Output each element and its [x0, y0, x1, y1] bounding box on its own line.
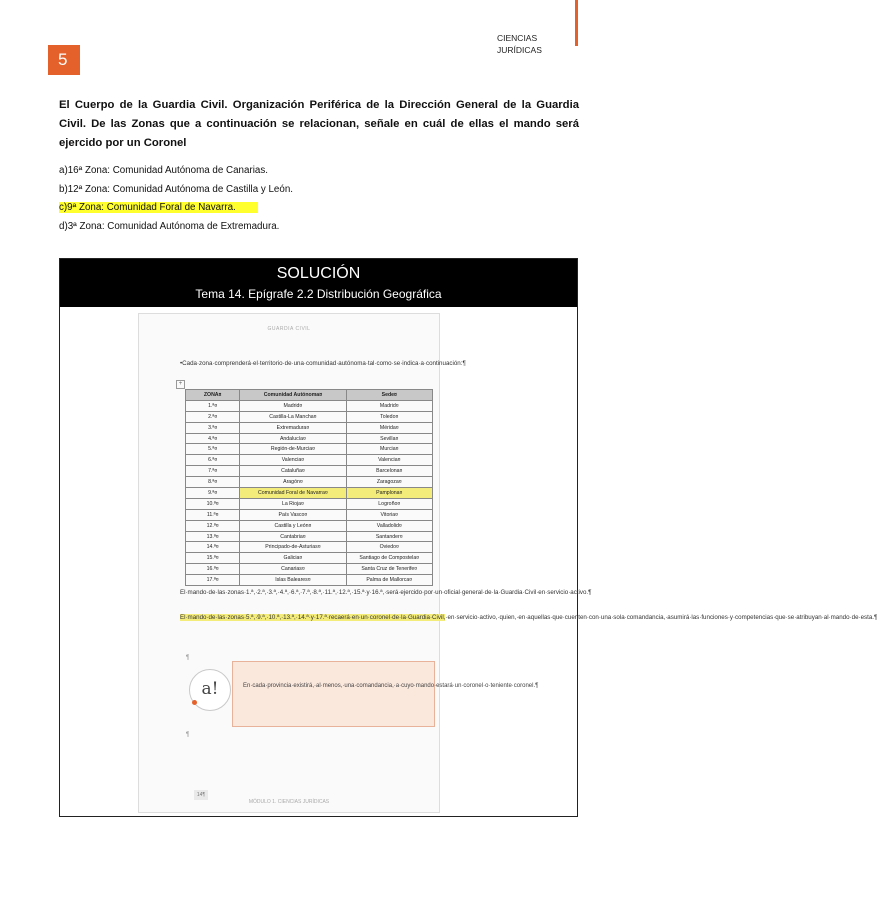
- table-row-highlighted: 9.ª¤ Comunidad Foral de Navarra¤ Pamplona¤: [186, 488, 433, 499]
- answer-c-correct: c)9ª Zona: Comunidad Foral de Navarra.: [59, 199, 293, 218]
- page-number-tab: 5: [48, 45, 80, 75]
- document-screenshot: [138, 313, 877, 813]
- header-accent-bar: [575, 0, 578, 46]
- doc-page-number: 14¶: [194, 790, 208, 800]
- header-category: [497, 32, 542, 56]
- answer-a: a)16ª Zona: Comunidad Autónoma de Canarias.: [59, 165, 268, 176]
- badge-dot: [192, 700, 197, 705]
- table-row: 4.ª¤ Andalucía¤ Sevilla¤: [186, 433, 433, 444]
- answer-list: [59, 162, 293, 236]
- solution-title: SOLUCIÓN: [276, 265, 361, 282]
- table-move-handle-icon: +: [176, 380, 185, 389]
- zones-table: [185, 389, 433, 586]
- table-row: 7.ª¤ Cataluña¤ Barcelona¤: [186, 466, 433, 477]
- table-row: 15.ª¤ Galicia¤ Santiago de Compostela¤: [186, 553, 433, 564]
- table-row: 1.ª¤ Madrid¤ Madrid¤: [186, 400, 433, 411]
- table-row: 6.ª¤ Valencia¤ Valencia¤: [186, 455, 433, 466]
- table-row: 3.ª¤ Extremadura¤ Mérida¤: [186, 422, 433, 433]
- doc-paragraph-coronel: [180, 614, 877, 623]
- category-line-1: CIENCIAS: [497, 33, 538, 43]
- pilcrow-mark: ¶: [186, 732, 190, 738]
- answer-b: b)12ª Zona: Comunidad Autónoma de Castilla y León.: [59, 183, 293, 195]
- doc-paragraph-highlight: El·mando·de·las·zonas·5.ª,·9.ª,·10.ª,·13.ª,·14.ª·y·17.ª·recaerá·en·un·coronel·de·la·Guardia·Civil,: [180, 614, 446, 621]
- table-row: 2.ª¤ Castilla-La Mancha¤ Toledo¤: [186, 411, 433, 422]
- doc-header: GUARDIA CIVIL: [267, 326, 311, 332]
- table-row: 11.ª¤ País Vasco¤ Vitoria¤: [186, 509, 433, 520]
- note-box: [232, 661, 539, 727]
- table-row: 8.ª¤ Aragón¤ Zaragoza¤: [186, 477, 433, 488]
- table-row: 12.ª¤ Castilla y León¤ Valladolid¤: [186, 520, 433, 531]
- note-text: En·cada·provincia·existirá,·al·menos,·una·comandancia,·a·cuyo·mando·estará·un·coronel·o·teniente·coronel.¶: [243, 683, 539, 689]
- table-row: 16.ª¤ Canarias¤ Santa Cruz de Tenerife¤: [186, 564, 433, 575]
- table-row: 14.ª¤ Principado-de-Asturias¤ Oviedo¤: [186, 542, 433, 553]
- table-row: 13.ª¤ Cantabria¤ Santander¤: [186, 531, 433, 542]
- table-row: 10.ª¤ La Rioja¤ Logroño¤: [186, 498, 433, 509]
- solution-header: [60, 259, 577, 307]
- doc-footer: MÓDULO 1. CIENCIAS JURÍDICAS: [248, 799, 330, 805]
- table-row: 5.ª¤ Región-de-Murcia¤ Murcia¤: [186, 444, 433, 455]
- doc-intro: •Cada·zona·comprenderá·el·territorio·de·una·comunidad·autónoma·tal·como·se·indica·a·continuación:¶: [180, 360, 466, 367]
- answer-d: d)3ª Zona: Comunidad Autónoma de Extremadura.: [59, 220, 280, 232]
- note-alert-icon: a!: [189, 669, 231, 711]
- zones-table-header: ZONA¤ Comunidad Autónoma¤ Sede¤: [186, 390, 433, 401]
- table-row: 17.ª¤ Islas Baleares¤ Palma de Mallorca¤: [186, 575, 433, 586]
- solution-subtitle: Tema 14. Epígrafe 2.2 Distribución Geográfica: [195, 287, 442, 301]
- doc-paragraph-rest: ·en·servicio·activo,·quien,·en·aquellas·que·cuenten·con·una·sola·comandancia,·asumirá·las·funciones·y·competencias·que·se·atribuyan·al·mando·de·esta.¶: [445, 614, 877, 621]
- question-text: El Cuerpo de la Guardia Civil. Organización Periférica de la Dirección General de la Guardia Civil. De las Zonas que a continuación se relacionan, señale en cuál de ellas el mando será ejercido por un Coronel: [59, 99, 579, 149]
- doc-paragraph-general: El·mando·de·las·zonas·1.ª,·2.ª,·3.ª,·4.ª,·6.ª,·7.ª,·8.ª,·11.ª,·12.ª,·15.ª·y·16.ª,·será·ejercido·por·un·oficial·general·de·la·Guardia·Civil·en·servicio·activo.¶: [180, 589, 592, 596]
- category-line-2: JURÍDICAS: [497, 45, 542, 55]
- pilcrow-mark: ¶: [186, 655, 190, 661]
